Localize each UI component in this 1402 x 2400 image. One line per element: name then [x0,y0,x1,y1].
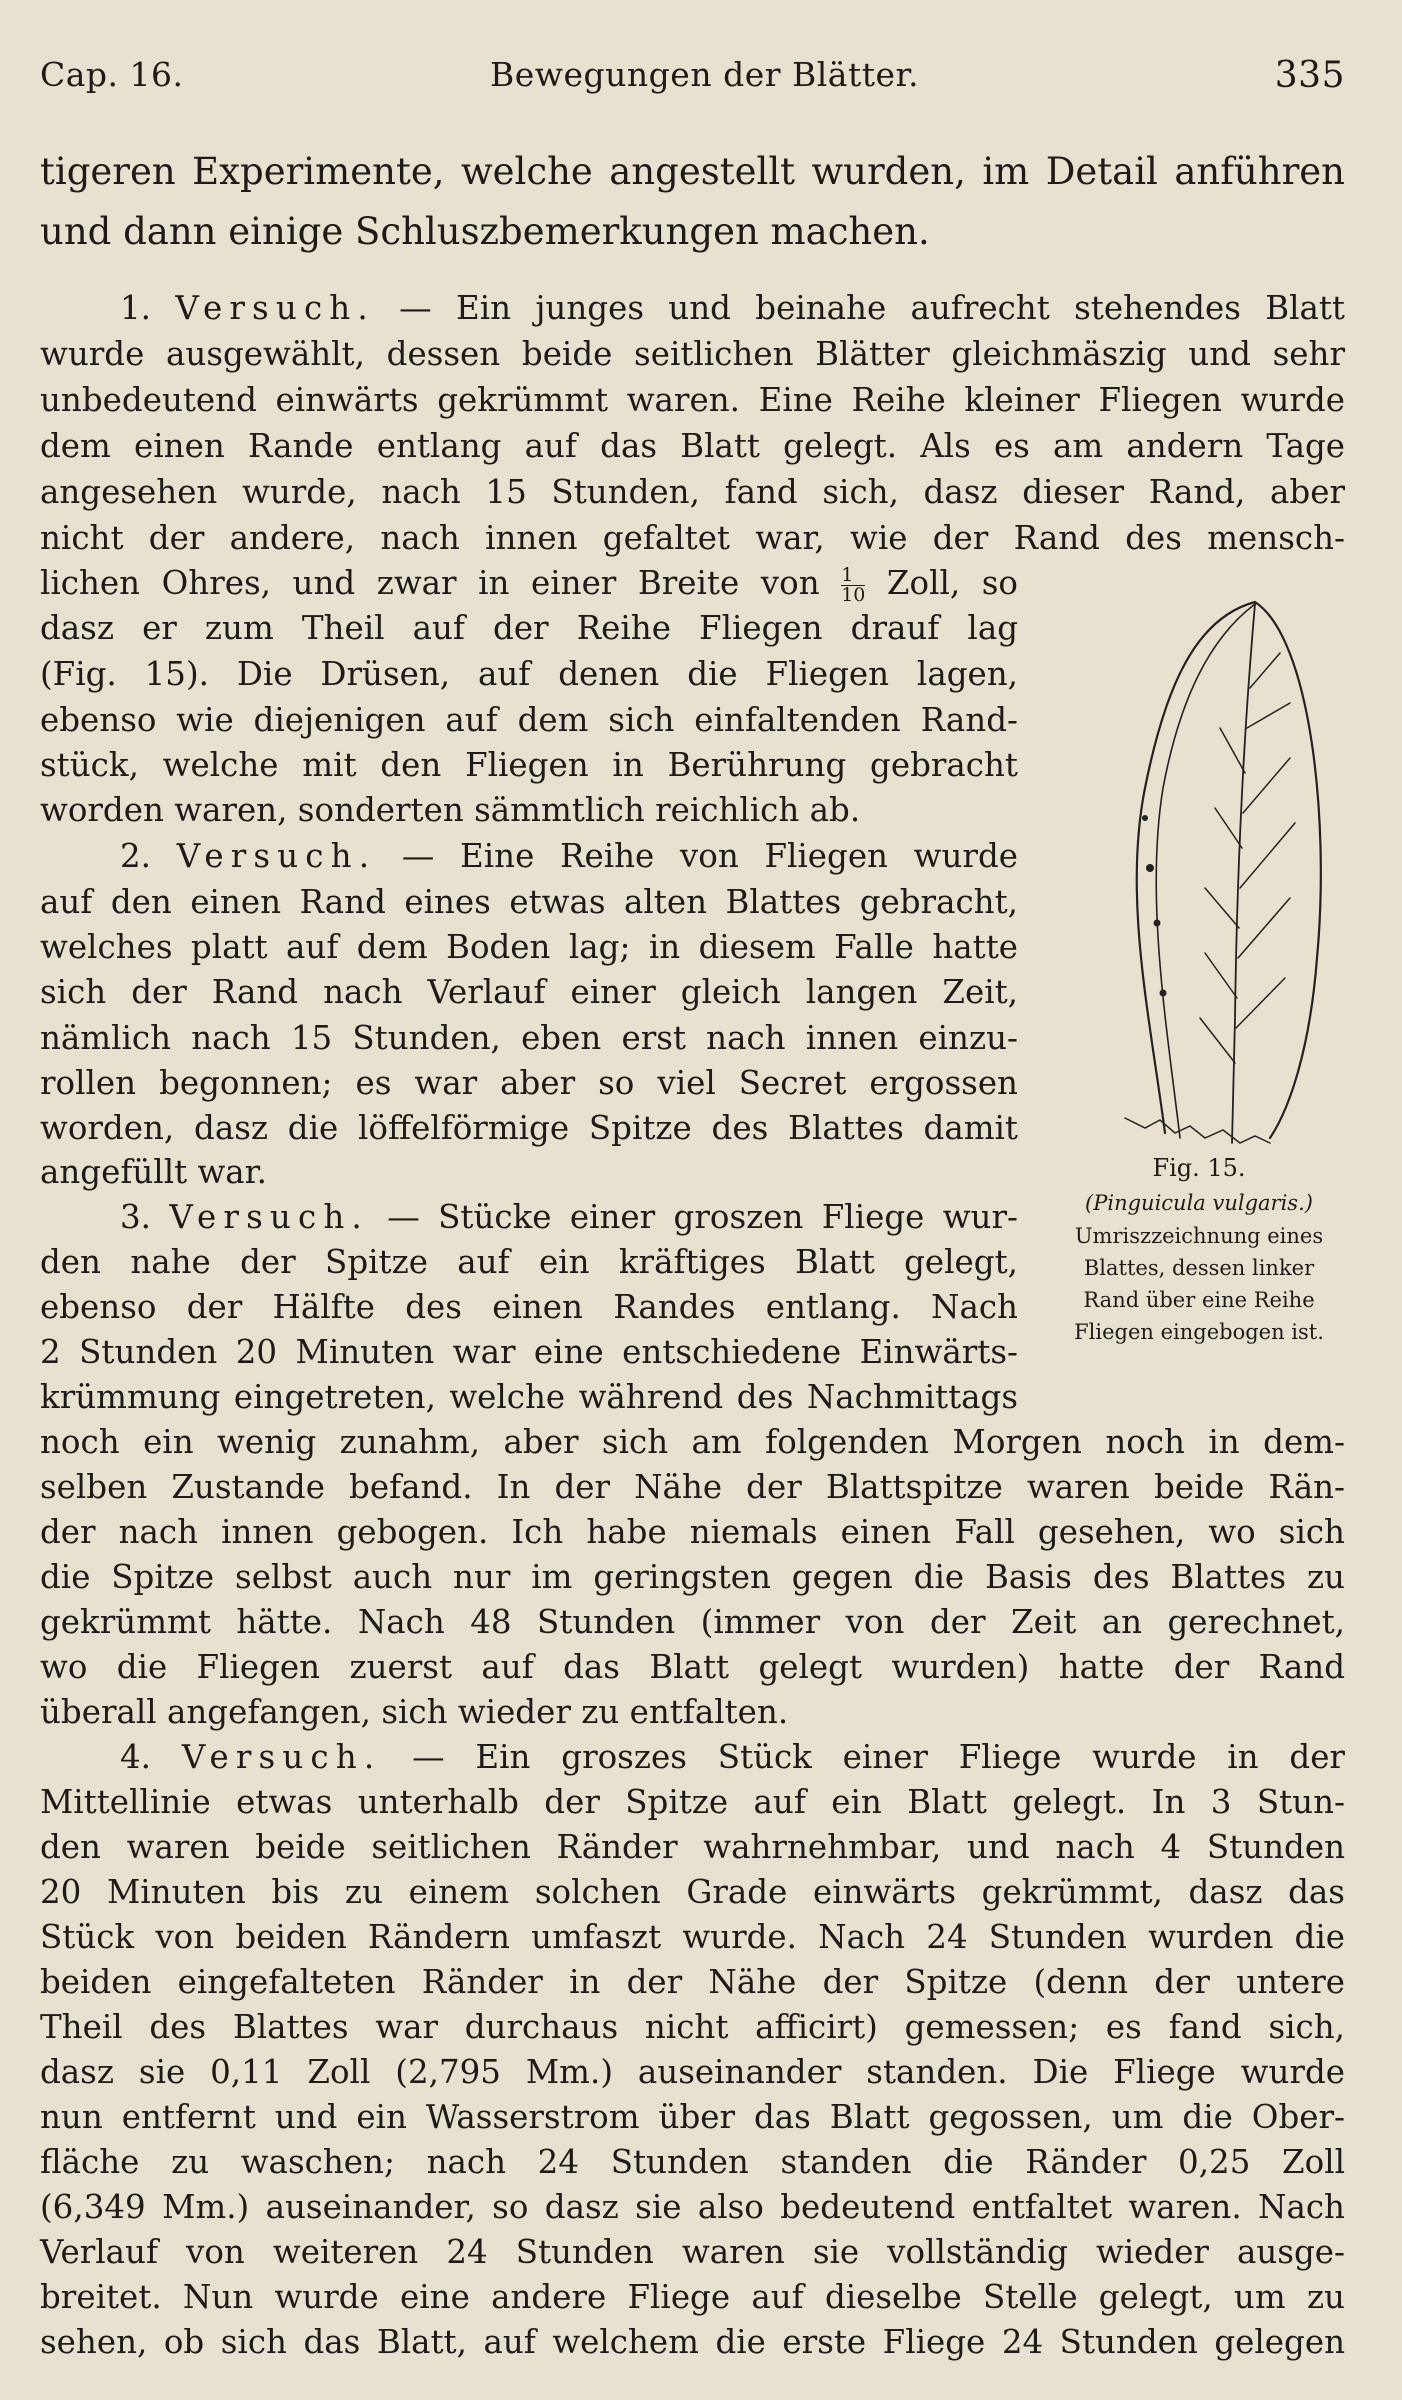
text-line: Verlauf von weiteren 24 Stunden waren sie vollständig wieder ausge- [40,2233,1345,2271]
leaf-outer-edge [1137,602,1321,1138]
fly-dot [1154,920,1161,927]
text-line: sich der Rand nach Verlauf einer gleich langen Zeit, [40,973,1018,1011]
caption-line: Rand über eine Reihe [1083,1288,1315,1312]
leaf-vein [1247,703,1290,728]
leaf-vein [1200,1018,1235,1063]
text-line: (6,349 Mm.) auseinander, so dasz sie also bedeutend entfaltet waren. Nach [40,2188,1345,2226]
experiment-label: Versuch. [169,1198,369,1236]
figure-label: Fig. 15. [1152,1154,1246,1182]
leaf-outline-illustration [1105,598,1325,1158]
experiment-label: Versuch. [181,1738,382,1776]
text-line: dasz er zum Theil auf der Reihe Fliegen drauf lag [40,609,1018,647]
text-line: worden, dasz die löffelförmige Spitze des Blattes damit [40,1109,1018,1147]
text-line: Theil des Blattes war durchaus nicht afficirt) gemessen; es fand sich, [40,2008,1345,2046]
text-segment: lichen Ohres, und zwar in einer Breite von [40,564,820,602]
running-header [40,55,1345,105]
text-line: nun entfernt und ein Wasserstrom über das Blatt gegossen, um die Ober- [40,2098,1345,2136]
figure-caption [1048,1150,1350,1348]
leaf-vein [1240,823,1295,888]
text-line: noch ein wenig zunahm, aber sich am folgenden Morgen noch in dem- [40,1423,1345,1461]
text-line: der nach innen gebogen. Ich habe niemals einen Fall gesehen, wo sich [40,1513,1345,1551]
page-number: 335 [1274,55,1345,96]
text-line: wurde ausgewählt, dessen beide seitlichen Blätter gleichmäszig und sehr [40,335,1345,373]
text-line: stück, welche mit den Fliegen in Berührung gebracht [40,746,1018,784]
experiment-number: 2. [120,837,152,875]
text-line: welches platt auf dem Boden lag; in diesem Falle hatte [40,928,1018,966]
text-line: dem einen Rande entlang auf das Blatt gelegt. Als es am andern Tage [40,427,1345,465]
leaf-vein [1236,978,1285,1028]
text-line: gekrümmt hätte. Nach 48 Stunden (immer von der Zeit an gerechnet, [40,1603,1345,1641]
leaf-vein [1250,653,1280,688]
text-line: nicht der andere, nach innen gefaltet war, wie der Rand des mensch- [40,519,1345,557]
leaf-vein [1205,888,1239,928]
leaf-vein [1220,728,1245,773]
fraction [841,566,865,605]
experiment-label: Versuch. [176,837,377,875]
leaf-vein [1205,953,1237,998]
fly-dot [1146,864,1154,872]
chapter-label: Cap. 16. [40,55,184,94]
text-line: sehen, ob sich das Blatt, auf welchem die erste Fliege 24 Stunden gelegen [40,2323,1345,2361]
text-line: wo die Fliegen zuerst auf das Blatt gelegt wurden) hatte der Rand [40,1648,1345,1686]
experiment-text: — Ein groszes Stück einer Fliege wurde in der [412,1738,1345,1776]
text-line: fläche zu waschen; nach 24 Stunden standen die Ränder 0,25 Zoll [40,2143,1345,2181]
experiment-3-heading [40,1195,1018,1239]
fly-dot [1160,990,1167,997]
text-line: die Spitze selbst auch nur im geringsten gegen die Basis des Blattes zu [40,1558,1345,1596]
text-line: worden waren, sonderten sämmtlich reichlich ab. [40,791,861,829]
text-line: ebenso der Hälfte des einen Randes entlang. Nach [40,1288,1018,1326]
text-line: unbedeutend einwärts gekrümmt waren. Eine Reihe kleiner Fliegen wurde [40,381,1345,419]
text-line: breitet. Nun wurde eine andere Fliege auf dieselbe Stelle gelegt, um zu [40,2278,1345,2316]
text-line: Mittellinie etwas unterhalb der Spitze auf ein Blatt gelegt. In 3 Stun- [40,1783,1345,1821]
text-line: angefüllt war. [40,1153,267,1191]
fly-dot [1142,815,1148,821]
caption-line: Fliegen eingebogen ist. [1074,1320,1324,1344]
text-line: angesehen wurde, nach 15 Stunden, fand sich, dasz dieser Rand, aber [40,473,1345,511]
text-line: Stück von beiden Rändern umfaszt wurde. Nach 24 Stunden wurden die [40,1918,1345,1956]
text-line: (Fig. 15). Die Drüsen, auf denen die Fliegen lagen, [40,655,1018,693]
text-line: ebenso wie diejenigen auf dem sich einfaltenden Rand- [40,701,1018,739]
leaf-vein [1215,808,1242,848]
text-line: krümmung eingetreten, welche während des Nachmittags [40,1378,1018,1416]
leaf-base [1125,1118,1270,1143]
text-line-with-fraction [40,561,1018,605]
running-title: Bewegungen der Blätter. [490,55,920,94]
text-line: nämlich nach 15 Stunden, eben erst nach innen einzu- [40,1019,1018,1057]
experiment-text: — Ein junges und beinahe aufrecht stehendes Blatt [399,289,1345,327]
text-line: dasz sie 0,11 Zoll (2,795 Mm.) auseinander standen. Die Fliege wurde [40,2053,1345,2091]
experiment-number: 1. [120,289,152,327]
text-line: selben Zustande befand. In der Nähe der Blattspitze waren beide Rän- [40,1468,1345,1506]
text-line: überall angefangen, sich wieder zu entfalten. [40,1693,789,1731]
text-line: tigeren Experimente, welche angestellt wurden, im Detail anführen [40,150,1345,193]
caption-line: Umriszzeichnung eines [1074,1224,1324,1248]
experiment-label: Versuch. [175,289,375,327]
experiment-text: — Eine Reihe von Fliegen wurde [401,837,1018,875]
experiment-text: — Stücke einer groszen Fliege wur- [387,1198,1018,1236]
experiment-number: 4. [120,1738,152,1776]
leaf-vein [1243,758,1290,813]
experiment-1-heading [40,286,1345,330]
text-line: rollen begonnen; es war aber so viel Secret ergossen [40,1064,1018,1102]
text-line: und dann einige Schluszbemerkungen machen. [40,210,930,253]
experiment-2-heading [40,834,1018,878]
experiment-number: 3. [120,1198,152,1236]
experiment-4-heading [40,1735,1345,1779]
text-line: auf den einen Rand eines etwas alten Blattes gebracht, [40,883,1018,921]
text-line: den waren beide seitlichen Ränder wahrnehmbar, und nach 4 Stunden [40,1828,1345,1866]
figure-species: (Pinguicula vulgaris.) [1085,1191,1313,1215]
text-line: beiden eingefalteten Ränder in der Nähe der Spitze (denn der untere [40,1963,1345,2001]
text-line: den nahe der Spitze auf ein kräftiges Blatt gelegt, [40,1243,1018,1281]
leaf-inner-edge [1156,604,1255,1138]
text-line: 2 Stunden 20 Minuten war eine entschiedene Einwärts- [40,1333,1018,1371]
text-segment: Zoll, so [886,564,1018,602]
fraction-denominator: 10 [841,584,866,606]
leaf-vein [1238,898,1290,958]
caption-line: Blattes, dessen linker [1083,1256,1315,1280]
fraction-numerator: 1 [841,566,865,586]
text-line: 20 Minuten bis zu einem solchen Grade einwärts gekrümmt, dasz das [40,1873,1345,1911]
